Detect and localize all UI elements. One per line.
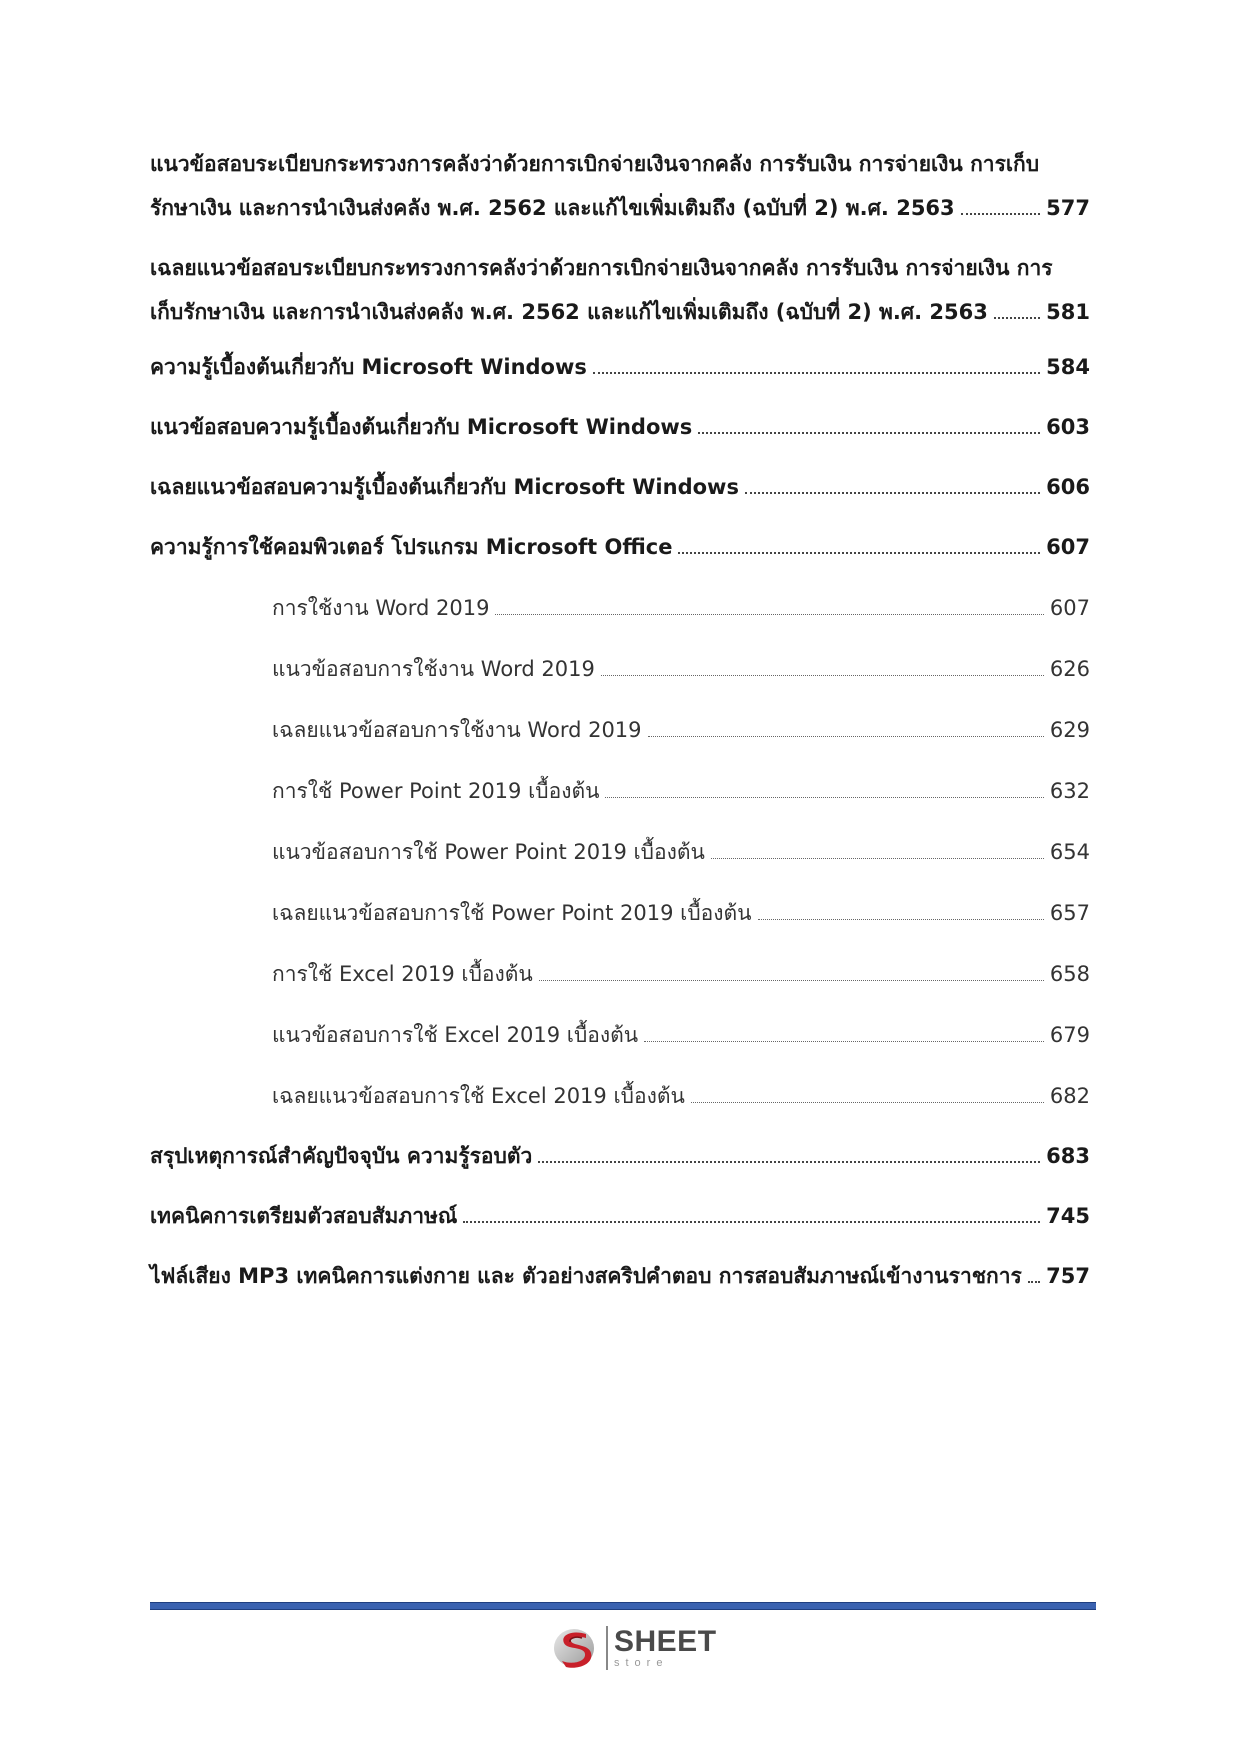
toc-page-number: 577 [1046, 196, 1090, 220]
toc-page-number: 745 [1046, 1204, 1090, 1228]
sheet-store-logo [552, 1620, 717, 1676]
toc-page-number: 679 [1049, 1023, 1090, 1047]
dot-leader [601, 675, 1044, 676]
toc-subentry-label: การใช้งาน Word 2019 [272, 596, 490, 620]
toc-entry[interactable] [150, 1142, 1090, 1170]
toc-page-number: 603 [1046, 415, 1090, 439]
dot-leader [745, 492, 1040, 494]
toc-entry-label-line2: รักษาเงิน และการนำเงินส่งคลัง พ.ศ. 2562 และแก้ไขเพิ่มเติมถึง (ฉบับที่ 2) พ.ศ. 2563 [150, 196, 955, 220]
toc-entry-label: แนวข้อสอบความรู้เบื้องต้นเกี่ยวกับ Microsoft Windows [150, 415, 693, 439]
dot-leader [644, 1041, 1044, 1042]
toc-page-number: 607 [1046, 535, 1090, 559]
toc-page-number: 607 [1049, 596, 1090, 620]
logo-text [614, 1627, 717, 1669]
toc-subentry[interactable] [150, 960, 1090, 988]
toc-subentry[interactable] [150, 899, 1090, 927]
dot-leader [1028, 1281, 1040, 1283]
toc-subentry[interactable] [150, 1021, 1090, 1049]
toc-subentry[interactable] [150, 655, 1090, 683]
toc-page-number: 682 [1049, 1084, 1090, 1108]
dot-leader [539, 980, 1044, 981]
toc-entry-label-line2: เก็บรักษาเงิน และการนำเงินส่งคลัง พ.ศ. 2562 และแก้ไขเพิ่มเติมถึง (ฉบับที่ 2) พ.ศ. 2563 [150, 300, 988, 324]
toc-subentry-label: เฉลยแนวข้อสอบการใช้งาน Word 2019 [272, 718, 642, 742]
toc-entry[interactable] [150, 1202, 1090, 1230]
toc-entry[interactable] [150, 413, 1090, 441]
toc-entry-label-line1: เฉลยแนวข้อสอบระเบียบกระทรวงการคลังว่าด้วยการเบิกจ่ายเงินจากคลัง การรับเงิน การจ่ายเงิน การ [150, 256, 1053, 280]
dot-leader [698, 432, 1040, 434]
toc-subentry[interactable] [150, 777, 1090, 805]
toc-subentry-label: เฉลยแนวข้อสอบการใช้ Power Point 2019 เบื้องต้น [272, 901, 752, 925]
toc-page-number: 626 [1049, 657, 1090, 681]
sheet-store-s-logo-icon [552, 1624, 600, 1672]
toc-entry[interactable] [150, 533, 1090, 561]
toc-subentry[interactable] [150, 838, 1090, 866]
dot-leader [711, 858, 1044, 859]
toc-subentry[interactable] [150, 1082, 1090, 1110]
toc-entry[interactable] [150, 353, 1090, 381]
toc-entry-label: ไฟล์เสียง MP3 เทคนิคการแต่งกาย และ ตัวอย่างสคริปคำตอบ การสอบสัมภาษณ์เข้างานราชการ [150, 1264, 1022, 1288]
footer-rule [150, 1602, 1096, 1610]
toc-entry-label: ความรู้เบื้องต้นเกี่ยวกับ Microsoft Windows [150, 355, 587, 379]
toc-page-number: 654 [1049, 840, 1090, 864]
toc-page-number: 581 [1046, 300, 1090, 324]
toc-subentry-label: แนวข้อสอบการใช้งาน Word 2019 [272, 657, 595, 681]
logo-divider [606, 1626, 608, 1670]
toc-entry-label: ความรู้การใช้คอมพิวเตอร์ โปรแกรม Microsoft Office [150, 535, 673, 559]
logo-word: SHEET [614, 1625, 717, 1658]
toc-page-number: 657 [1049, 901, 1090, 925]
dot-leader [605, 797, 1043, 798]
toc-page-number: 629 [1049, 718, 1090, 742]
toc-entry[interactable] [150, 254, 1090, 326]
dot-leader [758, 919, 1044, 920]
toc-page-number: 757 [1046, 1264, 1090, 1288]
toc-subentry-label: แนวข้อสอบการใช้ Power Point 2019 เบื้องต้น [272, 840, 705, 864]
toc-subentry-label: แนวข้อสอบการใช้ Excel 2019 เบื้องต้น [272, 1023, 639, 1047]
dot-leader [961, 213, 1041, 215]
dot-leader [593, 372, 1040, 374]
table-of-contents [150, 150, 1090, 1290]
toc-subentry[interactable] [150, 716, 1090, 744]
toc-entry-label: สรุปเหตุการณ์สำคัญปัจจุบัน ความรู้รอบตัว [150, 1144, 533, 1168]
toc-entry[interactable] [150, 150, 1090, 222]
toc-subentry-label: การใช้ Excel 2019 เบื้องต้น [272, 962, 533, 986]
toc-page-number: 584 [1046, 355, 1090, 379]
logo-subword: store [614, 1657, 669, 1669]
dot-leader [994, 317, 1040, 319]
toc-entry-label: เฉลยแนวข้อสอบความรู้เบื้องต้นเกี่ยวกับ Microsoft Windows [150, 475, 739, 499]
toc-entry-label: เทคนิคการเตรียมตัวสอบสัมภาษณ์ [150, 1204, 458, 1228]
dot-leader [691, 1102, 1044, 1103]
toc-subentry-label: การใช้ Power Point 2019 เบื้องต้น [272, 779, 600, 803]
toc-page-number: 632 [1049, 779, 1090, 803]
toc-page-number: 683 [1046, 1144, 1090, 1168]
dot-leader [495, 614, 1043, 615]
toc-page-number: 658 [1049, 962, 1090, 986]
toc-entry[interactable] [150, 1262, 1090, 1290]
dot-leader [648, 736, 1044, 737]
toc-subentry[interactable] [150, 594, 1090, 622]
toc-subentry-label: เฉลยแนวข้อสอบการใช้ Excel 2019 เบื้องต้น [272, 1084, 685, 1108]
toc-page-number: 606 [1046, 475, 1090, 499]
toc-entry-label-line1: แนวข้อสอบระเบียบกระทรวงการคลังว่าด้วยการเบิกจ่ายเงินจากคลัง การรับเงิน การจ่ายเงิน การเก็บ [150, 152, 1040, 176]
dot-leader [678, 552, 1040, 554]
dot-leader [538, 1161, 1040, 1163]
dot-leader [463, 1221, 1040, 1223]
toc-entry[interactable] [150, 473, 1090, 501]
